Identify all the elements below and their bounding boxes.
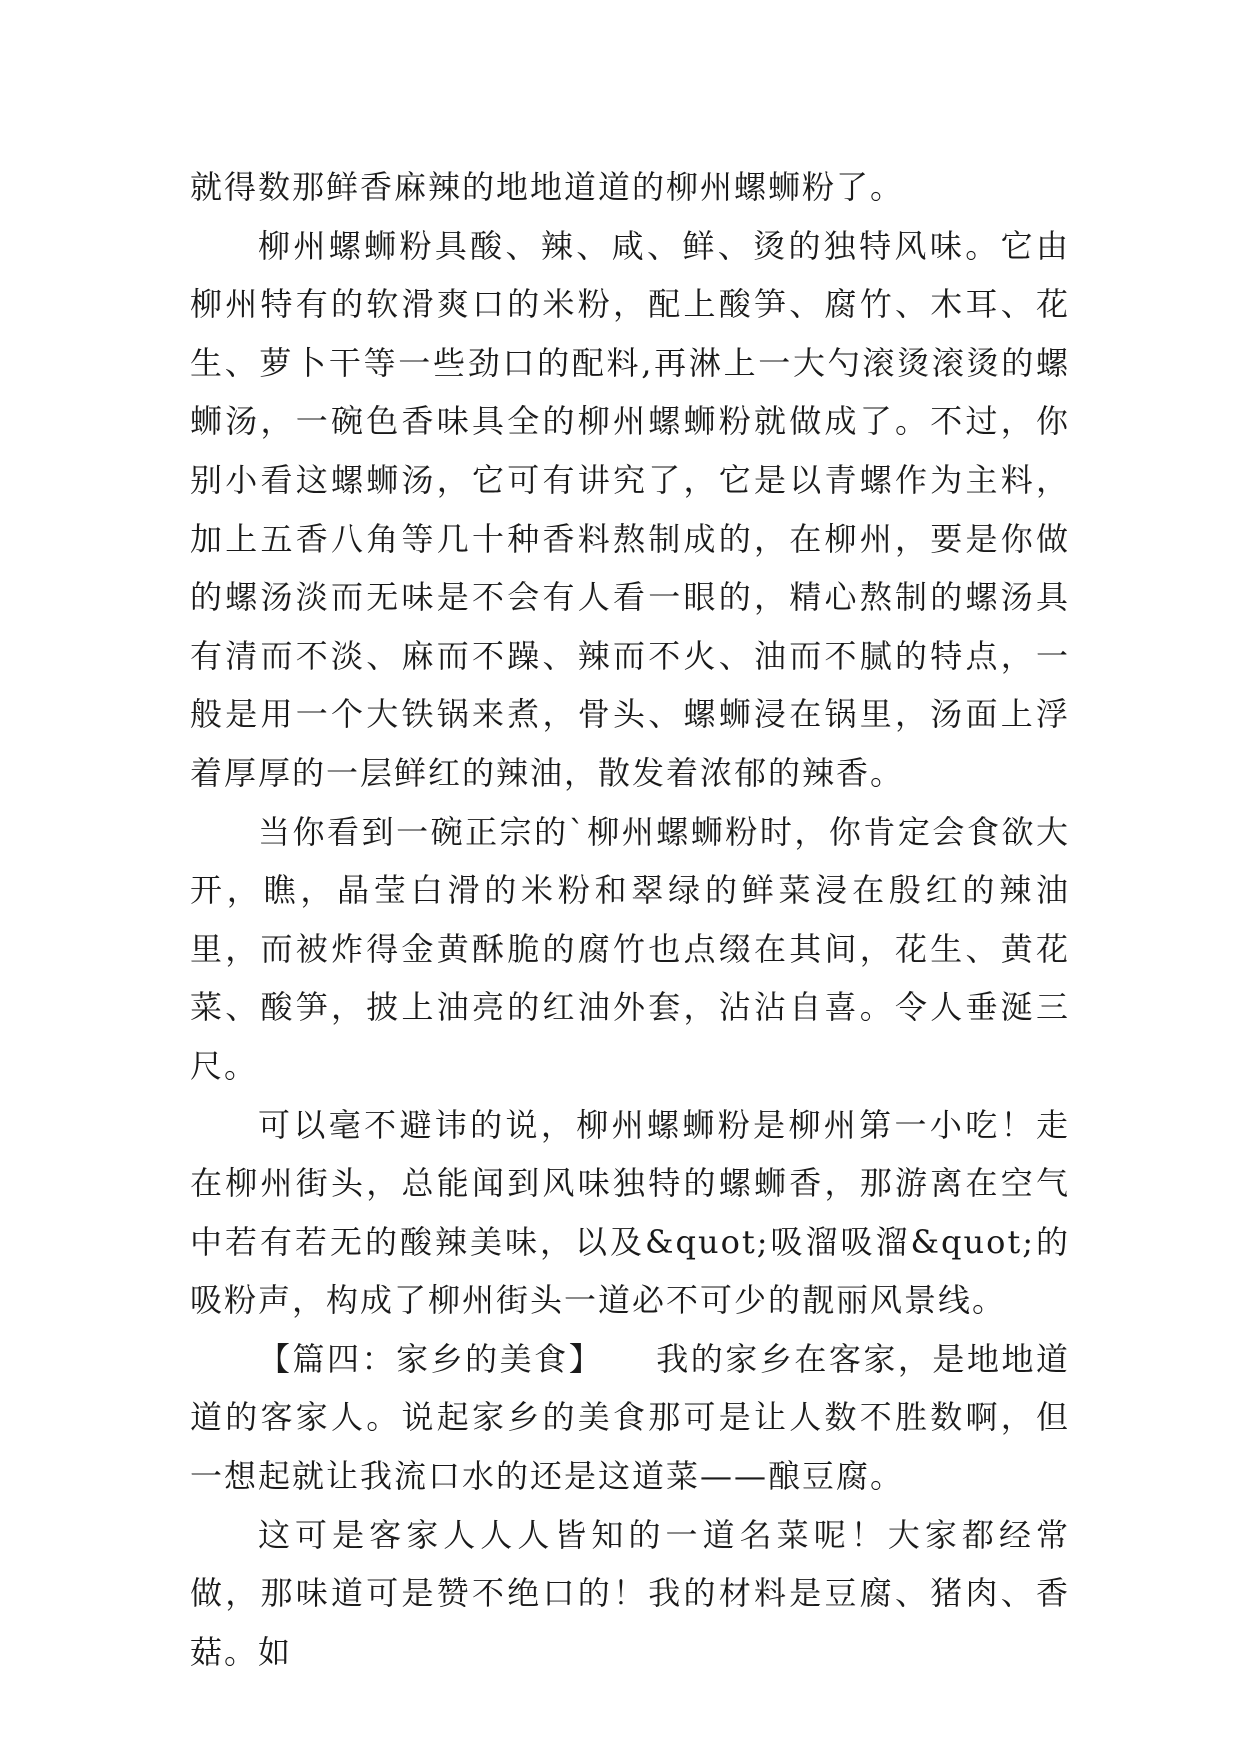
paragraph-6: 这可是客家人人人皆知的一道名菜呢！大家都经常做，那味道可是赞不绝口的！我的材料是豆腐、猪肉、香菇。如 [190,1515,1070,1671]
paragraph-1: 就得数那鲜香麻辣的地地道道的柳州螺蛳粉了。 [190,168,905,206]
article-body [190,158,1070,1681]
paragraph-2: 柳州螺蛳粉具酸、辣、咸、鲜、烫的独特风味。它由柳州特有的软滑爽口的米粉，配上酸笋、腐竹、木耳、花生、萝卜干等一些劲口的配料,再淋上一大勺滚烫滚烫的螺蛳汤，一碗色香味具全的柳州螺蛳粉就做成了。不过，你别小看这螺蛳汤，它可有讲究了，它是以青螺作为主料，加上五香八角等几十种香料熬制成的，在柳州，要是你做的螺汤淡而无味是不会有人看一眼的，精心熬制的螺汤具有清而不淡、麻而不躁、辣而不火、油而不腻的特点，一般是用一个大铁锅来煮，骨头、螺蛳浸在锅里，汤面上浮着厚厚的一层鲜红的辣油，散发着浓郁的辣香。 [190,226,1070,792]
paragraph-5: 【篇四：家乡的美食】 我的家乡在客家，是地地道道的客家人。说起家乡的美食那可是让人数不胜数啊，但一想起就让我流口水的还是这道菜——酿豆腐。 [190,1339,1070,1496]
paragraph-4: 可以毫不避讳的说，柳州螺蛳粉是柳州第一小吃！走在柳州街头，总能闻到风味独特的螺蛳香，那游离在空气中若有若无的酸辣美味，以及&quot;吸溜吸溜&quot;的吸粉声，构成了柳州街头一道必不可少的靓丽风景线。 [190,1105,1070,1320]
paragraph-3: 当你看到一碗正宗的`柳州螺蛳粉时，你肯定会食欲大开，瞧，晶莹白滑的米粉和翠绿的鲜菜浸在殷红的辣油里，而被炸得金黄酥脆的腐竹也点缀在其间，花生、黄花菜、酸笋，披上油亮的红油外套，沾沾自喜。令人垂涎三尺。 [190,812,1070,1085]
